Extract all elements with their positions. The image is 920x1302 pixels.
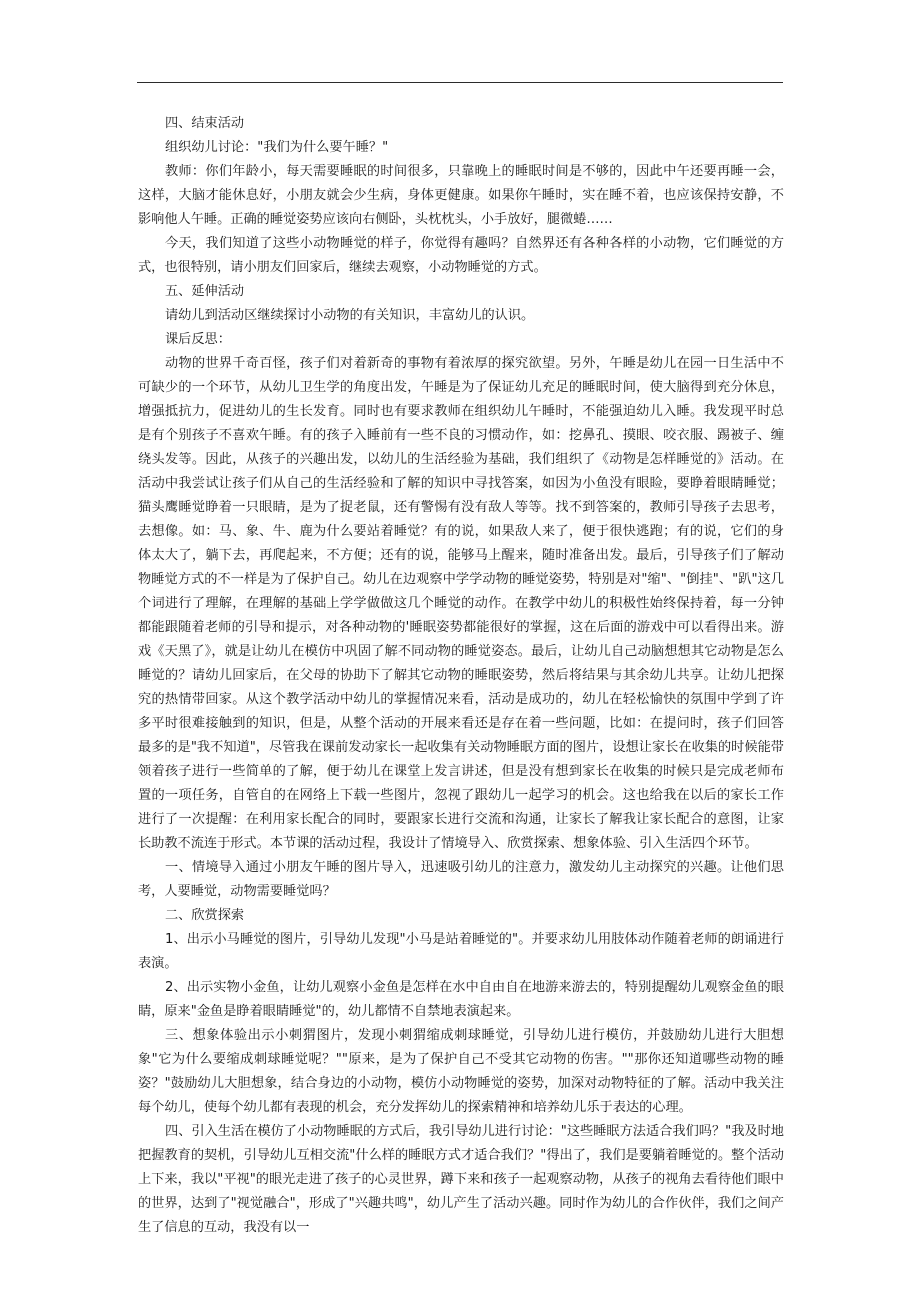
- paragraph: 请幼儿到活动区继续探讨小动物的有关知识，丰富幼儿的认识。: [165, 308, 535, 323]
- section-heading-reflection: 课后反思：: [165, 332, 231, 347]
- paragraph: 动物的世界千奇百怪，孩子们对着新奇的事物有着浓厚的探究欲望。另外，午睡是幼儿在园一日生活中不可缺少的一个环节，从幼儿卫生学的角度出发，午睡是为了保证幼儿充足的睡眠时间，使大脑得到充分休息，增强抵抗力，促进幼儿的生长发育。同时也有要求教师在组织幼儿午睡时，不能强迫幼儿入睡。我发现平时总是有个别孩子不喜欢午睡。有的孩子入睡前有一些不良的习惯动作，如：挖鼻孔、摸眼、咬衣服、踢被子、缠绕头发等。因此，从孩子的兴趣出发，以幼儿的生活经验为基础，我们组织了《动物是怎样睡觉的》活动。在活动中我尝试让孩子们从自己的生活经验和了解的知识中寻找答案，如因为小鱼没有眼睑，要睁着眼睛睡觉；猫头鹰睡觉睁着一只眼睛，是为了捉老鼠，还有警惕有没有敌人等等。找不到答案的，教师引导孩子去思考，去想像。如：马、象、牛、鹿为什么要站着睡觉？有的说，如果敌人来了，便于很快逃跑；有的说，它们的身体太大了，躺下去，再爬起来，不方便；还有的说，能够马上醒来，随时准备出发。最后，引导孩子们了解动物睡觉方式的不一样是为了保护自己。幼儿在边观察中学学动物的睡觉姿势，特别是对"缩"、"倒挂"、"趴"这几个词进行了理解，在理解的基础上学学做做这几个睡觉的动作。在教学中幼儿的积极性始终保持着，每一分钟都能跟随着老师的引导和提示，对各种动物的'睡眠姿势都能很好的掌握，这在后面的游戏中可以看得出来。游戏《天黑了》，就是让幼儿在模仿中巩固了解不同动物的睡觉姿态。最后，让幼儿自己动脑想想其它动物是怎么睡觉的？请幼儿回家后，在父母的协助下了解其它动物的睡眠姿势，然后将结果与其余幼儿共享。让幼儿把探究的热情带回家。从这个教学活动中幼儿的掌握情况来看，活动是成功的，幼儿在轻松愉快的氛围中学到了许多平时很难接触到的知识，但是，从整个活动的开展来看还是存在着一些问题，比如：在提问时，孩子们回答最多的是"我不知道"，尽管我在课前发动家长一起收集有关动物睡眠方面的图片，设想让家长在收集的时候能带领着孩子进行一些简单的了解，便于幼儿在课堂上发言讲述，但是没有想到家长在收集的时候只是完成老师布置的一项任务，自管自的在网络上下载一些图片，忽视了跟幼儿一起学习的机会。这也给我在以后的家长工作进行了一次提醒：在利用家长配合的同时，要跟家长进行交流和沟通，让家长了解我让家长配合的意图，让家长助教不流连于形式。本节课的活动过程，我设计了情境导入、欣赏探索、想象体验、引入生活四个环节。: [138, 356, 784, 851]
- paragraph: 教师：你们年龄小，每天需要睡眠的时间很多，只靠晚上的睡眠时间是不够的，因此中午还要再睡一会，这样，大脑才能休息好，小朋友就会少生病，身体更健康。如果你午睡时，实在睡不着，也应该保持安静，不影响他人午睡。正确的睡觉姿势应该向右侧卧，头枕枕头，小手放好，腿微蜷……: [138, 164, 784, 227]
- paragraph: 2、出示实物小金鱼，让幼儿观察小金鱼是怎样在水中自由自在地游来游去的，特别提醒幼儿观察金鱼的眼睛，原来"金鱼是睁着眼睛睡觉"的，幼儿都情不自禁地表演起来。: [138, 980, 784, 1019]
- section-heading-appreciation: 二、欣赏探索: [165, 908, 245, 923]
- paragraph: 四、引入生活在模仿了小动物睡眠的方式后，我引导幼儿进行讨论："这些睡眠方法适合我们吗？"我及时地把握教育的契机，引导幼儿互相交流"什么样的睡眠方式才适合我们？"得出了，我们是要躺着睡觉的。整个活动上下来，我以"平视"的眼光走进了孩子的心灵世界，蹲下来和孩子一起观察动物，从孩子的视角去看待他们眼中的世界，达到了"视觉融合"，形成了"兴趣共鸣"，幼儿产生了活动兴趣。同时作为幼儿的合作伙伴，我们之间产生了信息的互动，我没有以一: [138, 1124, 784, 1235]
- paragraph: 三、想象体验出示小刺猬图片，发现小刺猬缩成刺球睡觉，引导幼儿进行模仿，并鼓励幼儿进行大胆想象"它为什么要缩成刺球睡觉呢？""原来，是为了保护自己不受其它动物的伤害。""那你还知道哪些动物的睡姿？"鼓励幼儿大胆想象，结合身边的小动物，模仿小动物睡觉的姿势，加深对动物特征的了解。活动中我关注每个幼儿，使每个幼儿都有表现的机会，充分发挥幼儿的探索精神和培养幼儿乐于表达的心理。: [138, 1028, 784, 1115]
- section-heading-end-activity: 四、结束活动: [165, 116, 245, 131]
- document-body: [138, 112, 784, 1240]
- header-rule: [137, 82, 783, 83]
- section-heading-extension-activity: 五、延伸活动: [165, 284, 245, 299]
- paragraph: 今天，我们知道了这些小动物睡觉的样子，你觉得有趣吗？自然界还有各种各样的小动物，它们睡觉的方式，也很特别，请小朋友们回家后，继续去观察，小动物睡觉的方式。: [138, 236, 784, 275]
- paragraph: 1、出示小马睡觉的图片，引导幼儿发现"小马是站着睡觉的"。并要求幼儿用肢体动作随着老师的朗诵进行表演。: [138, 932, 784, 971]
- paragraph: 组织幼儿讨论："我们为什么要午睡？": [165, 140, 389, 155]
- paragraph: 一、情境导入通过小朋友午睡的图片导入，迅速吸引幼儿的注意力，激发幼儿主动探究的兴趣。让他们思考，人要睡觉，动物需要睡觉吗？: [138, 860, 784, 899]
